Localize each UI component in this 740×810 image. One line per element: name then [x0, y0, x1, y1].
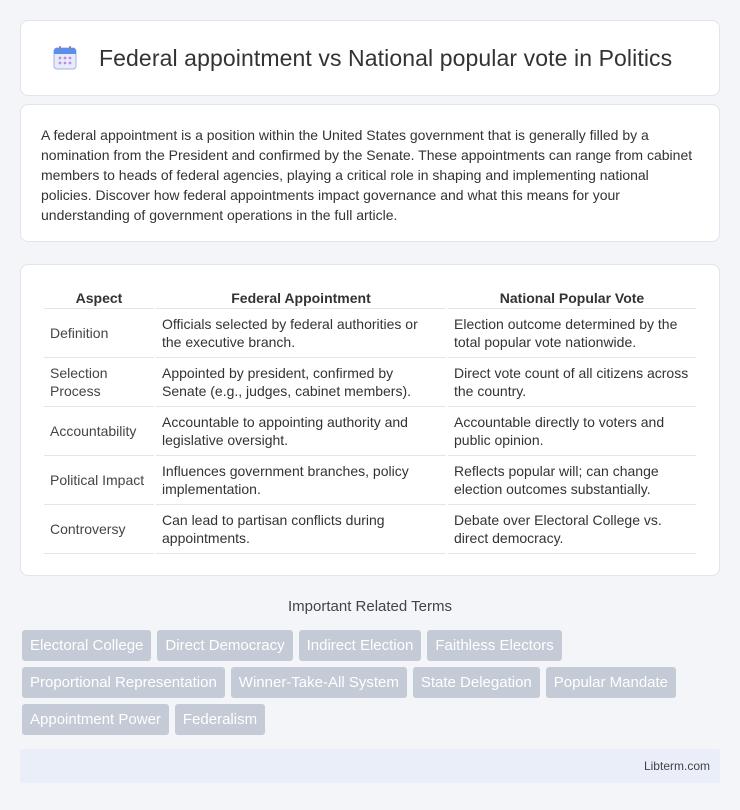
term-tag-winner-take-all-system[interactable]: Winner-Take-All System [231, 667, 407, 698]
row-aspect: Definition [44, 309, 154, 358]
term-tag-electoral-college[interactable]: Electoral College [22, 630, 151, 661]
row-federal: Can lead to partisan conflicts during appointments. [156, 505, 446, 554]
row-federal: Accountable to appointing authority and legislative oversight. [156, 407, 446, 456]
table-row [44, 407, 696, 456]
row-aspect: Selection Process [44, 358, 154, 407]
term-tag-state-delegation[interactable]: State Delegation [413, 667, 540, 698]
row-popular: Reflects popular will; can change election outcomes substantially. [448, 456, 696, 505]
row-popular: Direct vote count of all citizens across the country. [448, 358, 696, 407]
table-row [44, 505, 696, 554]
row-popular: Debate over Electoral College vs. direct democracy. [448, 505, 696, 554]
header-card [20, 20, 720, 96]
row-popular: Election outcome determined by the total popular vote nationwide. [448, 309, 696, 358]
row-aspect: Accountability [44, 407, 154, 456]
comparison-table-card [20, 264, 720, 576]
calendar-icon [51, 44, 79, 72]
table-row [44, 456, 696, 505]
intro-card [20, 104, 720, 242]
row-federal: Officials selected by federal authorities or the executive branch. [156, 309, 446, 358]
comparison-table [42, 285, 698, 554]
row-aspect: Political Impact [44, 456, 154, 505]
table-row [44, 358, 696, 407]
footer [20, 749, 720, 783]
term-tag-appointment-power[interactable]: Appointment Power [22, 704, 169, 735]
row-popular: Accountable directly to voters and public opinion. [448, 407, 696, 456]
term-tag-faithless-electors[interactable]: Faithless Electors [427, 630, 561, 661]
term-tag-popular-mandate[interactable]: Popular Mandate [546, 667, 676, 698]
row-federal: Appointed by president, confirmed by Senate (e.g., judges, cabinet members). [156, 358, 446, 407]
row-federal: Influences government branches, policy implementation. [156, 456, 446, 505]
header-aspect: Aspect [44, 285, 154, 309]
page-title: Federal appointment vs National popular vote in Politics [99, 44, 673, 71]
related-terms-list [22, 630, 718, 735]
term-tag-direct-democracy[interactable]: Direct Democracy [157, 630, 292, 661]
table-row [44, 309, 696, 358]
header-national-popular-vote: National Popular Vote [448, 285, 696, 309]
intro-paragraph: A federal appointment is a position within the United States government that is generally filled by a nomination from the President and confirmed by the Senate. These appointments can range from cabinet members to heads of federal agencies, playing a critical role in shaping and implementing national policies. Discover how federal appointments impact governance and what this means for your understanding of government operations in the full article. [41, 127, 693, 223]
footer-site-link[interactable]: Libterm.com [643, 759, 710, 773]
related-terms-heading: Important Related Terms [288, 598, 452, 615]
table-header-row [44, 285, 696, 309]
row-aspect: Controversy [44, 505, 154, 554]
term-tag-proportional-representation[interactable]: Proportional Representation [22, 667, 225, 698]
header-federal-appointment: Federal Appointment [156, 285, 446, 309]
term-tag-federalism[interactable]: Federalism [175, 704, 265, 735]
term-tag-indirect-election[interactable]: Indirect Election [299, 630, 422, 661]
